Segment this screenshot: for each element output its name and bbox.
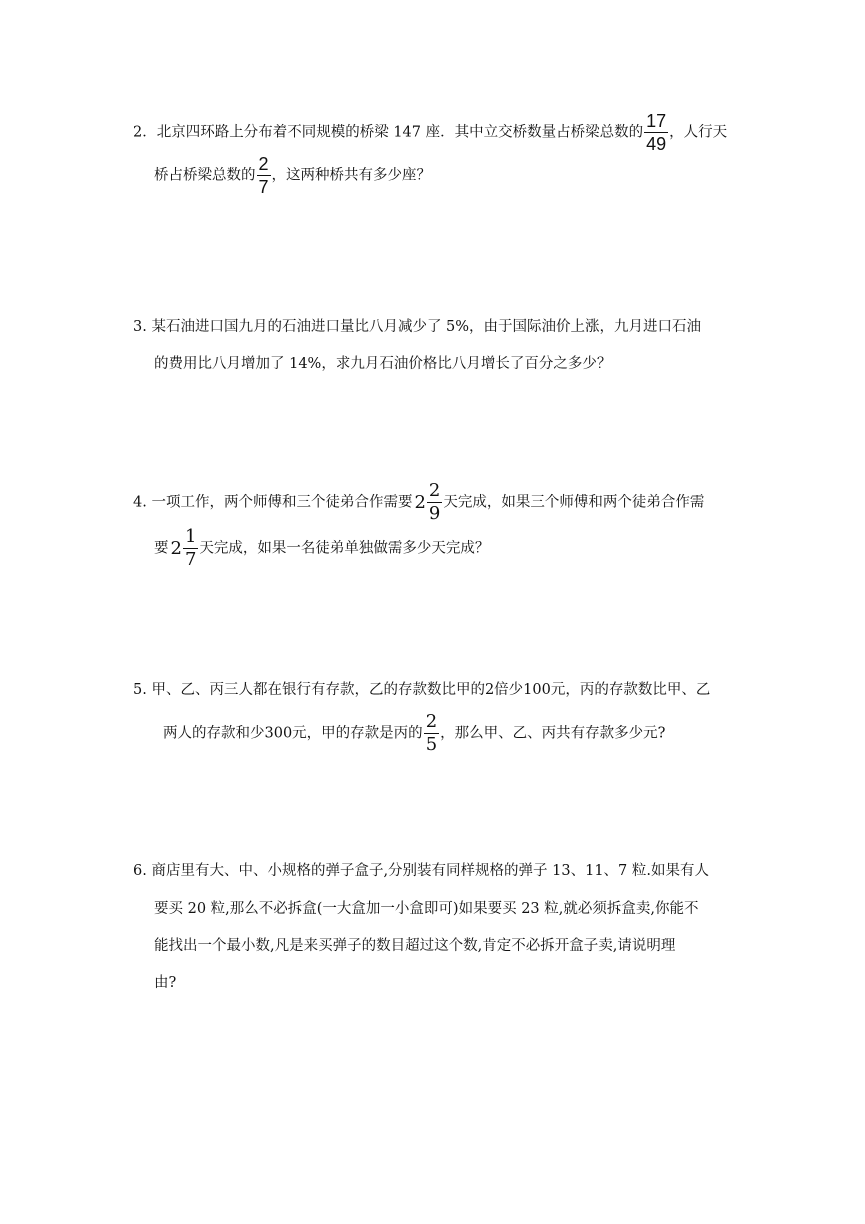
fraction-17-49: $\frac{17}{49}$ <box>646 111 667 154</box>
problem-6-line-1: 6. 商店里有大、中、小规格的弹子盒子,分别装有同样规格的弹子 13、11、7 粒.如果有人 <box>133 863 710 879</box>
fraction-2-9: $\frac{2}{9}$ <box>428 480 441 524</box>
problem-5-text-a: 两人的存款和少300元，甲的存款是丙的 <box>163 725 423 742</box>
problem-2-text-c: 桥占桥梁总数的 <box>154 167 256 184</box>
problem-2-line-1 <box>133 112 727 153</box>
problem-6-line-4: 由? <box>154 975 177 991</box>
fraction-2-7: $\frac{2}{7}$ <box>258 154 269 197</box>
problem-6-line-2: 要买 20 粒,那么不必拆盒(一大盒加一小盒即可)如果要买 23 粒,就必须拆盒卖,你能不 <box>154 901 699 917</box>
problem-2-text-d: ，这两种桥共有多少座？ <box>271 167 432 184</box>
problem-2-text-b: ，人行天 <box>669 124 728 141</box>
problem-5-line-1: 5. 甲、乙、丙三人都在银行有存款，乙的存款数比甲的2倍少100元，丙的存款数比甲、乙 <box>133 682 711 698</box>
problem-4-text-c: 要 <box>154 540 169 557</box>
problem-4-text-a: 4. 一项工作，两个师傅和三个徒弟合作需要 <box>133 494 413 511</box>
mixed-number-whole: 2 <box>414 491 426 513</box>
problem-5-line-2 <box>163 713 665 754</box>
problem-3-line-2: 的费用比八月增加了 14%，求九月石油价格比八月增长了百分之多少？ <box>154 356 612 372</box>
mixed-number-whole: 2 <box>170 537 182 559</box>
problem-5-text-b: ，那么甲、乙、丙共有存款多少元? <box>440 725 666 742</box>
problem-2-text-a: 2．北京四环路上分布着不同规模的桥梁 147 座．其中立交桥数量占桥梁总数的 <box>133 124 644 141</box>
problem-4-line-2 <box>154 528 489 569</box>
problem-2-line-2 <box>154 155 431 196</box>
problem-3-line-1: 3. 某石油进口国九月的石油进口量比八月减少了 5%，由于国际油价上涨，九月进口石油 <box>133 319 702 335</box>
problem-4-text-b: 天完成，如果三个师傅和两个徒弟合作需 <box>443 494 705 511</box>
problem-4-text-d: 天完成，如果一名徒弟单独做需多少天完成？ <box>199 540 490 557</box>
problem-6-line-3: 能找出一个最小数,凡是来买弹子的数目超过这个数,肯定不必拆开盒子卖,请说明理 <box>154 938 676 954</box>
problem-4-line-1 <box>133 482 704 523</box>
fraction-1-7: $\frac{1}{7}$ <box>184 526 197 570</box>
fraction-2-5: $\frac{2}{5}$ <box>425 711 438 755</box>
